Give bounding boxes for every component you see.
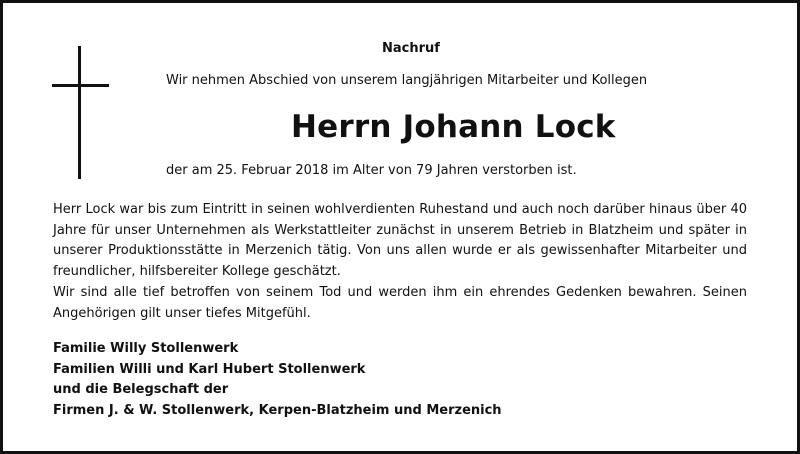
cross-vertical-bar	[78, 46, 81, 179]
signers-block	[53, 339, 502, 421]
signer-line: Familie Willy Stollenwerk	[53, 341, 239, 356]
cross-horizontal-bar	[52, 84, 109, 87]
tribute-paragraph: Herr Lock war bis zum Eintritt in seinen wohlverdienten Ruhestand und auch noch darüber hinaus über 40 Jahre für unser Unternehmen als Werkstattleiter zunächst in unserem Betrieb in Blatzheim und später in unserer Produktionsstätte in Merzenich tätig. Von uns allen wurde er als gewissenhafter Mitarbeiter und freundlicher, hilfsbereiter Kollege geschätzt.	[53, 202, 747, 279]
notice-heading: Nachruf	[382, 41, 440, 56]
signer-line: Familien Willi und Karl Hubert Stollenwerk	[53, 361, 366, 377]
signer-line: und die Belegschaft der	[53, 382, 229, 398]
intro-line: Wir nehmen Abschied von unserem langjährigen Mitarbeiter und Kollegen	[166, 73, 648, 88]
signer-line: Firmen J. & W. Stollenwerk, Kerpen-Blatzheim und Merzenich	[53, 402, 502, 418]
death-line: der am 25. Februar 2018 im Alter von 79 Jahren verstorben ist.	[166, 163, 577, 178]
deceased-name: Herrn Johann Lock	[291, 109, 616, 145]
condolence-paragraph: Wir sind alle tief betroffen von seinem Tod und werden ihm ein ehrendes Gedenken bewahren. Seinen Angehörigen gilt unser tiefes Mitgefühl.	[53, 285, 747, 321]
